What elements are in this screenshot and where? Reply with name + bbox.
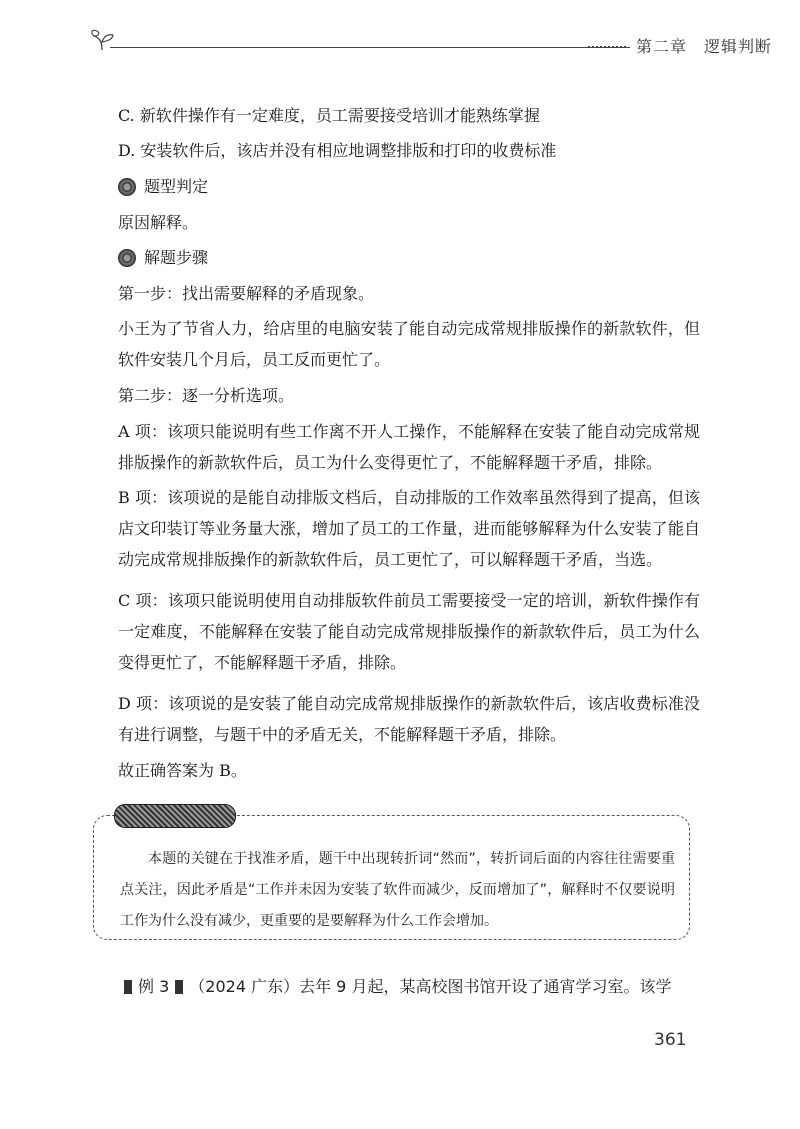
- example-text: （2024 广东）去年 9 月起，某高校图书馆开设了通宵学习室。该学: [189, 977, 672, 996]
- page-header: [88, 28, 773, 60]
- type-section: [118, 171, 700, 202]
- bracket-left-icon: [124, 980, 132, 994]
- analysis-a: A 项：该项只能说明有些工作离不开人工操作，不能解释在安装了能自动完成常规排版操作的新款软件后，员工为什么变得更忙了，不能解释题干矛盾，排除。: [118, 422, 700, 472]
- analysis-b: B 项：该项说的是能自动排版文档后，自动排版的工作效率虽然得到了提高，但该店文印装订等业务量大涨，增加了员工的工作量，进而能够解释为什么安装了能自动完成常规排版操作的新款软件后，员工更忙了，可以解释题干矛盾，当选。: [118, 488, 700, 569]
- seal-icon: [118, 249, 136, 267]
- answer: 故正确答案为 B。: [118, 761, 247, 780]
- tip-label-badge: [114, 804, 236, 828]
- header-dots: [588, 46, 626, 48]
- page-number: 361: [654, 1030, 687, 1050]
- analysis-c: C 项：该项只能说明使用自动排版软件前员工需要接受一定的培训，新软件操作有一定难度，不能解释在安装了能自动完成常规排版操作的新款软件后，员工为什么变得更忙了，不能解释题干矛盾，排除。: [118, 591, 700, 672]
- analysis-d: D 项：该项说的是安装了能自动完成常规排版操作的新款软件后，该店收费标准没有进行调整，与题干中的矛盾无关，不能解释题干矛盾，排除。: [118, 694, 700, 744]
- bracket-right-icon: [175, 980, 183, 994]
- example-label: 例 3: [138, 977, 170, 996]
- example-line: [118, 974, 698, 997]
- sprout-icon: [88, 28, 118, 52]
- type-value: 原因解释。: [118, 213, 199, 232]
- steps-heading: 解题步骤: [144, 248, 209, 267]
- header-rule: [110, 47, 630, 48]
- tip-box: [93, 815, 690, 940]
- steps-section: [118, 242, 700, 273]
- step2-title: 第二步：逐一分析选项。: [118, 386, 295, 405]
- chapter-title: 第二章 逻辑判断: [636, 37, 773, 56]
- option-c: C. 新软件操作有一定难度，员工需要接受培训才能熟练掌握: [118, 106, 540, 125]
- step1-body: 小王为了节省人力，给店里的电脑安装了能自动完成常规排版操作的新款软件，但软件安装几个月后，员工反而更忙了。: [118, 319, 700, 369]
- option-d: D. 安装软件后，该店并没有相应地调整排版和打印的收费标准: [118, 141, 557, 160]
- type-heading: 题型判定: [144, 177, 209, 196]
- seal-icon: [118, 178, 136, 196]
- tip-text: 本题的关键在于找准矛盾，题干中出现转折词“然而”，转折词后面的内容往往需要重点关注，因此矛盾是“工作并未因为安装了软件而减少，反而增加了”，解释时不仅要说明工作为什么没有减少，更重要的是要解释为什么工作会增加。: [120, 851, 675, 929]
- step1-title: 第一步：找出需要解释的矛盾现象。: [118, 284, 375, 303]
